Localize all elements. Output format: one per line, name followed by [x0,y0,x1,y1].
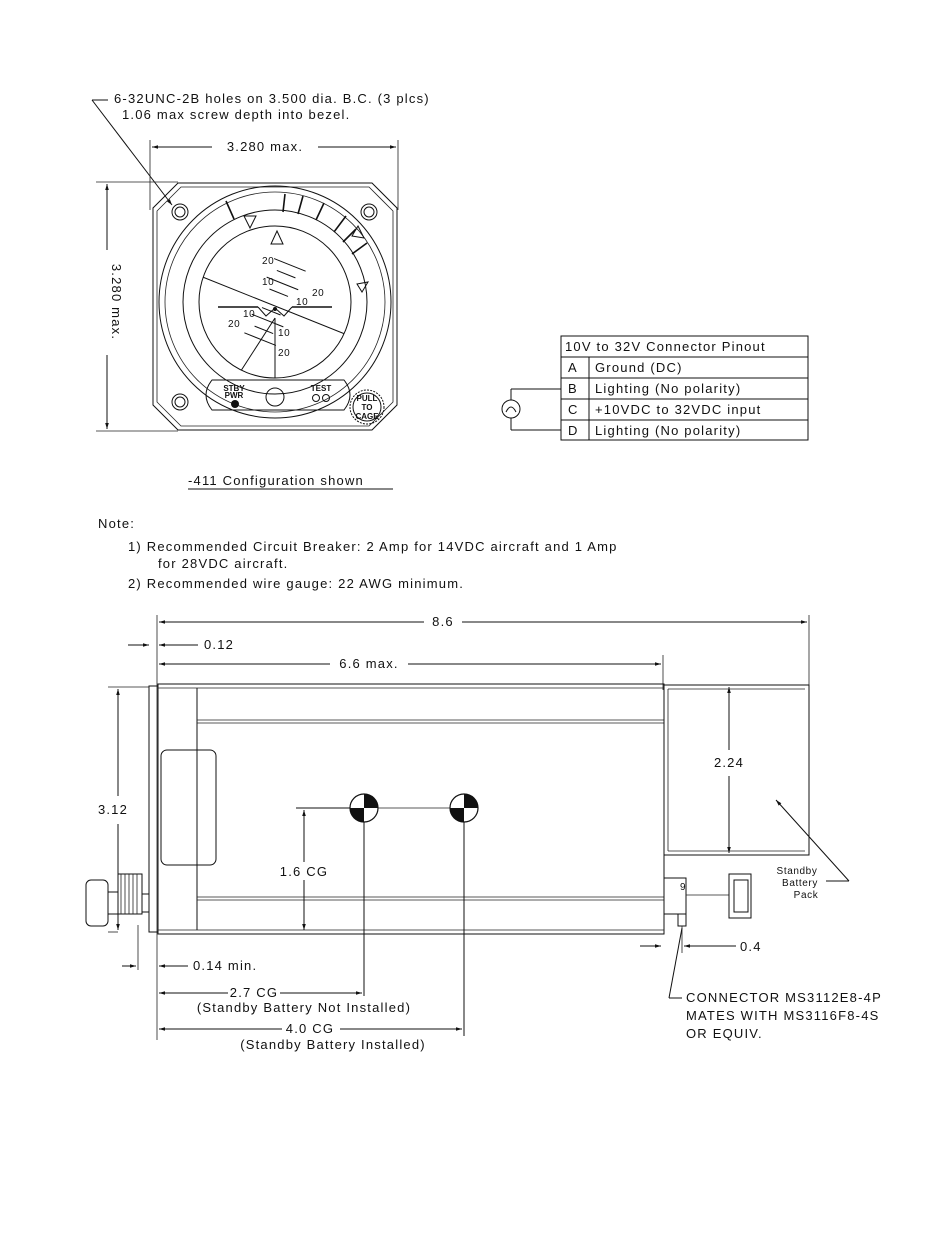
mounting-hole-tr [361,204,377,220]
dial-outer-ring [159,186,391,418]
connector-line1: CONNECTOR MS3112E8-4P [686,990,882,1005]
cg-with-battery-label: 4.0 CG [285,1021,335,1036]
cg-marker-no-battery [350,794,378,822]
hole-note-line1: 6-32UNC-2B holes on 3.500 dia. B.C. (3 plcs) [114,91,430,106]
knob-label-to: TO [361,403,373,412]
notes-block [98,516,618,591]
height-dim-label: 3.280 max. [109,263,124,341]
pitch-tick-20-up-right: 20 [312,288,325,299]
dial-rim [165,192,385,412]
knob-label-pull: PULL [356,394,378,403]
note-1-cont: for 28VDC aircraft. [158,556,289,571]
pinout-row-d-desc: Lighting (No polarity) [595,423,742,438]
pinout-row-a-desc: Ground (DC) [595,360,683,375]
ground-pointer-left [235,318,275,380]
test-button[interactable] [266,388,284,406]
pinout-row-c-pin: C [568,402,579,417]
pitch-tick-10-down-left: 10 [243,309,256,320]
cg-no-battery-label: 2.7 CG [229,985,279,1000]
battery-label-line2: Battery [782,878,818,889]
stby-pwr-led [231,400,239,408]
side-view [86,614,882,1052]
pinout-title: 10V to 32V Connector Pinout [565,339,766,354]
rear-connector-key [678,914,686,926]
notes-heading: Note: [98,516,136,531]
width-dim-label: 3.280 max. [226,139,304,154]
pitch-tick-20-down-left: 20 [228,319,241,330]
standby-battery-pack [664,685,809,855]
connector-line3: OR EQUIV. [686,1026,763,1041]
aircraft-symbol [218,307,332,316]
pitch-tick-20-up-left: 20 [262,256,275,267]
pitch-tick-10-up-left: 10 [262,277,275,288]
cg-with-battery-note: (Standby Battery Installed) [240,1037,426,1052]
pwr-label: PWR [224,391,244,400]
connector-line2: MATES WITH MS3116F8-4S [686,1008,880,1023]
battery-height-label: 2.24 [713,755,745,770]
hole-note-line2: 1.06 max screw depth into bezel. [122,107,351,122]
sky-pointer [271,231,283,244]
pinout-row-d-pin: D [568,423,579,438]
main-body [158,684,664,934]
test-label: TEST [310,384,332,393]
note-1: 1) Recommended Circuit Breaker: 2 Amp for 14VDC aircraft and 1 Amp [128,539,618,554]
cg-height-label: 1.6 CG [279,864,329,879]
pinout-row-b-pin: B [568,381,578,396]
pinout-row-c-desc: +10VDC to 32VDC input [595,402,762,417]
bank-triangle-left [244,216,256,228]
battery-label-line3: Pack [793,890,819,901]
cg-no-battery-note: (Standby Battery Not Installed) [196,1000,412,1015]
connector-offset-label: 0.4 [740,939,762,954]
lamp-symbol [502,389,561,430]
pinout-row-b-desc: Lighting (No polarity) [595,381,742,396]
bezel-thickness-label: 0.12 [204,637,235,652]
test-lamp-left [313,395,320,402]
mounting-hole-tl [172,204,188,220]
overall-length-label: 8.6 [432,614,454,629]
pinout-table [502,336,808,440]
stby-label: STBY [223,384,245,393]
body-length-label: 6.6 max. [339,656,399,671]
configuration-caption: -411 Configuration shown [188,473,364,488]
mounting-hole-bl [172,394,188,410]
connector-pin-label: 9 [680,882,687,893]
battery-label-line1: Standby [776,866,818,877]
front-view [92,91,430,489]
pull-to-cage-knob[interactable] [350,390,384,424]
knob-clearance-label: 0.14 min. [193,958,258,973]
knob-label-cage: CAGE [355,412,379,421]
note-2: 2) Recommended wire gauge: 22 AWG minimum. [128,576,465,591]
pitch-tick-10-down-right: 10 [278,328,291,339]
height-label: 3.12 [97,802,129,817]
pitch-tick-10-up-right: 10 [296,297,309,308]
connector-leader [669,928,682,998]
pitch-tick-20-down-right: 20 [278,348,291,359]
side-label-panel [161,750,216,865]
cg-marker-with-battery [450,794,478,822]
pinout-row-a-pin: A [568,360,578,375]
attitude-display [165,259,390,380]
